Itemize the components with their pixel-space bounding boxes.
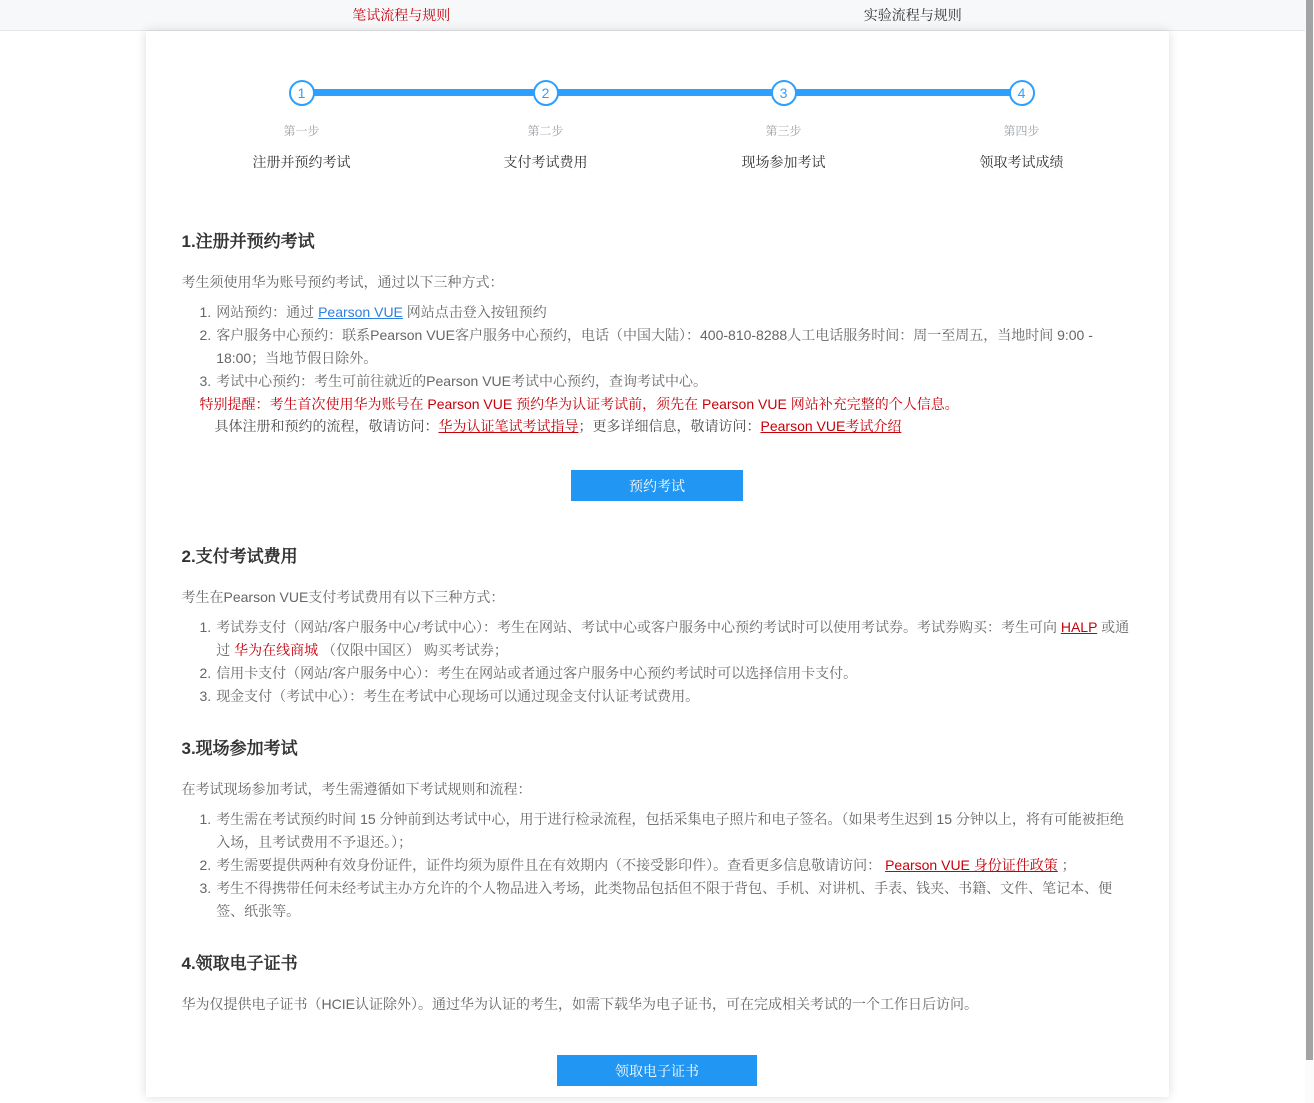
- step-4: [922, 80, 1122, 172]
- stepper-track-line: [302, 89, 1022, 96]
- list-item-number: 2.: [199, 857, 212, 873]
- text-fragment: 网站预约：通过: [216, 304, 319, 320]
- list-item-number: 3.: [199, 880, 212, 896]
- section-3-list: [200, 808, 1133, 923]
- list-item-text: 现金支付（考试中心）：考生在考试中心现场可以通过现金支付认证考试费用。: [216, 688, 700, 704]
- halp-link[interactable]: HALP: [1060, 619, 1098, 635]
- step-1-subtitle: 第一步: [283, 124, 320, 138]
- section-4-title: 4.领取电子证书: [181, 954, 298, 973]
- step-1-circle: 1: [289, 80, 315, 106]
- id-policy-link[interactable]: Pearson VUE 身份证件政策: [885, 857, 1058, 873]
- list-item-number: 2.: [199, 327, 212, 343]
- section-1-title: 1.注册并预约考试: [181, 232, 315, 251]
- list-item-text: 客户服务中心预约：联系Pearson VUE客户服务中心预约，电话（中国大陆）：400-810-8288人工电话服务时间：周一至周五，当地时间 9:00 - 18:00；当地节假日除外。: [216, 327, 1093, 366]
- list-item-number: 1.: [199, 811, 212, 827]
- huawei-online-store-link[interactable]: 华为在线商城: [234, 642, 319, 658]
- section-pay-exam-fee: [146, 542, 1169, 708]
- list-item: [200, 662, 1133, 685]
- text-fragment: ；: [1057, 857, 1076, 873]
- section-2-intro: 考生在Pearson VUE支付考试费用有以下三种方式：: [181, 589, 505, 605]
- section-1-list: [200, 301, 1133, 393]
- step-2: [446, 80, 646, 172]
- step-2-label: 支付考试费用: [503, 154, 588, 170]
- section-2-title: 2.支付考试费用: [181, 547, 298, 566]
- tab-written-exam-process[interactable]: 笔试流程与规则: [352, 7, 451, 23]
- step-2-subtitle: 第二步: [527, 124, 564, 138]
- step-3-subtitle: 第三步: [765, 124, 802, 138]
- list-item-text: [216, 854, 1132, 877]
- step-1-label: 注册并预约考试: [252, 154, 351, 170]
- book-exam-button[interactable]: 预约考试: [571, 470, 743, 501]
- list-item-text: 考生需在考试预约时间 15 分钟前到达考试中心，用于进行检录流程，包括采集电子照片和电子签名。（如果考生迟到 15 分钟以上，将有可能被拒绝入场，且考试费用不予退还。）；: [216, 811, 1124, 850]
- list-item: [200, 370, 1133, 393]
- list-item-number: 3.: [199, 373, 212, 389]
- text-fragment: 或通过: [216, 619, 1130, 658]
- section-register-and-book: [146, 227, 1169, 501]
- section-attend-exam-onsite: [146, 734, 1169, 923]
- text-fragment: （仅限中国区） 购买考试券；: [318, 642, 508, 658]
- special-reminder-text: 特别提醒：考生首次使用华为账号在 Pearson VUE 预约华为认证考试前，须先在 Pearson VUE 网站补充完整的个人信息。: [199, 396, 959, 412]
- section-2-list: [200, 616, 1133, 708]
- content-card: [146, 31, 1169, 1097]
- visit-links-line: [215, 415, 1133, 437]
- step-1: [202, 80, 402, 172]
- exam-steps-progress: [146, 80, 1169, 188]
- step-4-circle: 4: [1009, 80, 1035, 106]
- text-fragment: 考试券支付（网站/客户服务中心/考试中心）：考生在网站、考试中心或客户服务中心预约考试时可以使用考试券。考试券购买：考生可向: [216, 619, 1061, 635]
- list-item: [200, 685, 1133, 708]
- pearson-vue-exam-intro-link[interactable]: Pearson VUE考试介绍: [760, 418, 902, 434]
- section-3-intro: 在考试现场参加考试，考生需遵循如下考试规则和流程：: [181, 781, 532, 797]
- list-item-number: 3.: [199, 688, 212, 704]
- text-fragment: 具体注册和预约的流程，敬请访问：: [214, 418, 439, 434]
- vertical-scrollbar: [1305, 0, 1314, 1103]
- top-tab-bar: [0, 0, 1314, 31]
- section-3-title: 3.现场参加考试: [181, 739, 298, 758]
- written-exam-guide-link[interactable]: 华为认证笔试考试指导: [438, 418, 579, 434]
- list-item-number: 1.: [199, 619, 212, 635]
- list-item-text: 考试中心预约：考生可前往就近的Pearson VUE考试中心预约，查询考试中心。: [216, 373, 708, 389]
- list-item: [200, 616, 1133, 662]
- step-3-label: 现场参加考试: [741, 154, 826, 170]
- list-item: [200, 854, 1133, 877]
- list-item-text: 信用卡支付（网站/客户服务中心）：考生在网站或者通过客户服务中心预约考试时可以选择信用卡支付。: [216, 665, 858, 681]
- tab-lab-exam-process[interactable]: 实验流程与规则: [863, 7, 962, 23]
- list-item-number: 2.: [199, 665, 212, 681]
- list-item: [200, 324, 1133, 370]
- section-get-e-certificate: [146, 949, 1169, 1086]
- section-4-intro: 华为仅提供电子证书（HCIE认证除外）。通过华为认证的考生，如需下载华为电子证书，可在完成相关考试的一个工作日后访问。: [181, 996, 978, 1012]
- text-fragment: ；更多详细信息，敬请访问：: [578, 418, 761, 434]
- get-e-certificate-button[interactable]: 领取电子证书: [557, 1055, 757, 1086]
- step-3-circle: 3: [771, 80, 797, 106]
- section-1-intro: 考生须使用华为账号预约考试，通过以下三种方式：: [181, 274, 504, 290]
- list-item-text: [216, 301, 1132, 324]
- step-2-circle: 2: [533, 80, 559, 106]
- pearson-vue-link[interactable]: Pearson VUE: [318, 304, 403, 320]
- list-item: [200, 808, 1133, 854]
- list-item: [200, 877, 1133, 923]
- list-item-text: [216, 616, 1132, 662]
- list-item: [200, 301, 1133, 324]
- text-fragment: 网站点击登入按钮预约: [402, 304, 547, 320]
- step-3: [684, 80, 884, 172]
- step-4-subtitle: 第四步: [1003, 124, 1040, 138]
- scrollbar-thumb[interactable]: [1306, 0, 1313, 1060]
- list-item-number: 1.: [199, 304, 212, 320]
- step-4-label: 领取考试成绩: [979, 154, 1064, 170]
- top-tab-bar-inner: [146, 0, 1169, 30]
- list-item-text: 考生不得携带任何未经考试主办方允许的个人物品进入考场，此类物品包括但不限于背包、手机、对讲机、手表、钱夹、书籍、文件、笔记本、便签、纸张等。: [216, 880, 1113, 919]
- special-reminder-block: [200, 393, 1133, 437]
- text-fragment: 考生需要提供两种有效身份证件，证件均须为原件且在有效期内（不接受影印件）。查看更多信息敬请访问：: [216, 857, 886, 873]
